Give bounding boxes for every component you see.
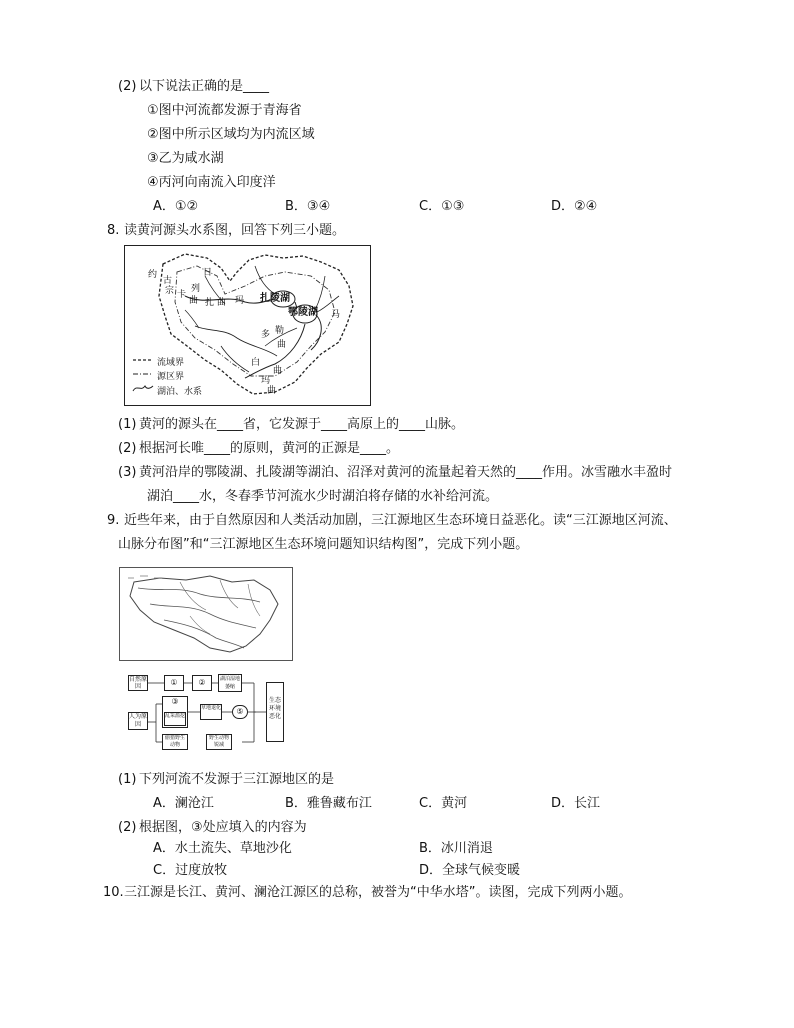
q7-option-a[interactable]: A．①② (153, 199, 199, 214)
map-label-qu-4: 曲 (273, 366, 283, 376)
map-label-duo: 多 (261, 330, 271, 340)
map-label-qu-1: 曲 (189, 296, 199, 306)
map-label-zha: 扎 (205, 298, 215, 308)
map-label-qu-5: 曲 (267, 386, 277, 396)
lake-wetland-shrink-box: 湖泊湿地萎缩 (219, 676, 240, 690)
eco-deterioration-box: 生态环境恶化 (266, 682, 284, 742)
human-cause-box: 人为原因 (129, 713, 148, 728)
blank-3-box: ③ (171, 697, 179, 706)
q7-statement-4: ④丙河向南流入印度洋 (147, 175, 276, 190)
q7-option-b[interactable]: B．③④ (285, 199, 331, 214)
q8-sub2-text: 根据河长唯____的原则，黄河的正源是____。 (139, 441, 400, 456)
q10-number: 10. (103, 885, 124, 900)
map-label-zhaling-lake: 扎陵湖 (260, 293, 290, 304)
blank-2-box: ② (192, 675, 212, 691)
map-label-ri: 日 (203, 268, 213, 278)
map-label-ma-east: 马 (331, 310, 341, 320)
natural-cause-box: 自然原因 (129, 676, 148, 690)
q8-sub2-number: (2) (118, 441, 137, 456)
q7-statement-1: ①图中河流都发源于青海省 (147, 103, 302, 118)
q10-stem: 三江源是长江、黄河、澜沧江源区的总称，被誉为“中华水塔”。读图，完成下列两小题。 (124, 885, 632, 900)
q9-sub1-option-a[interactable]: A．澜沧江 (153, 796, 214, 811)
map-label-qu-2: 曲 (217, 298, 227, 308)
map-label-ka: 卡 (177, 290, 187, 300)
q8-sub3-number: (3) (118, 465, 137, 480)
q8-sub3-continuation: 湖泊____水，冬春季节河流水少时湖泊将存储的水补给河流。 (147, 489, 499, 504)
q8-sub1-number: (1) (118, 417, 137, 432)
q7-statement-3: ③乙为咸水湖 (147, 151, 224, 166)
yellow-river-source-map (124, 245, 371, 406)
q9-stem-line1: 近些年来，由于自然原因和人类活动加剧，三江源地区生态环境日益恶化。读“三江源地区河流、 (124, 513, 677, 528)
q9-sub1-stem: 下列河流不发源于三江源地区的是 (139, 772, 335, 787)
map-label-ma-south: 玛 (261, 376, 271, 386)
map-label-gu: 古 (163, 276, 173, 286)
legend-lakes-rivers: 湖泊、水系 (157, 387, 203, 397)
q9-sub2-stem: 根据图，③处应填入的内容为 (139, 820, 307, 835)
q9-sub1-option-c[interactable]: C．黄河 (419, 796, 468, 811)
map-label-lie: 列 (191, 284, 201, 294)
three-rivers-map-drawing (120, 568, 292, 660)
blank-1-box: ① (164, 675, 184, 691)
q9-sub1-option-d[interactable]: D．长江 (551, 796, 601, 811)
grassland-degradation-box: 草地退化 (200, 704, 222, 720)
map-label-le: 勒 (275, 326, 285, 336)
q7-option-d[interactable]: D．②④ (551, 199, 598, 214)
over-digging-box: 乱采滥挖 (164, 712, 186, 726)
map-label-yue: 约 (148, 270, 158, 280)
q8-number: 8. (107, 223, 120, 238)
eco-problem-structure-diagram (126, 672, 294, 754)
q7-statement-2: ②图中所示区域均为内流区域 (147, 127, 315, 142)
q9-sub1-option-b[interactable]: B．雅鲁藏布江 (285, 796, 372, 811)
blank-5-box: ⑤ (232, 705, 248, 719)
q7-sub2-number: (2) (118, 79, 137, 94)
q9-sub2-number: (2) (118, 820, 137, 835)
q9-sub2-option-c[interactable]: C．过度放牧 (153, 863, 228, 878)
map-label-ma: 玛 (235, 296, 245, 306)
q9-sub2-option-d[interactable]: D．全球气候变暖 (419, 863, 521, 878)
map-label-eling-lake: 鄂陵湖 (288, 307, 318, 318)
map-label-zong: 宗 (165, 286, 175, 296)
wildlife-decline-box: 野生动物锐减 (206, 734, 232, 750)
q9-sub1-number: (1) (118, 772, 137, 787)
three-rivers-source-map (119, 567, 293, 661)
q9-stem-line2: 山脉分布图”和“三江源地区生态环境问题知识结构图”，完成下列小题。 (118, 537, 529, 552)
legend-basin-boundary: 流域界 (157, 358, 185, 368)
q7-option-c[interactable]: C．①③ (419, 199, 465, 214)
legend-source-boundary: 源区界 (157, 372, 185, 382)
q9-sub2-option-a[interactable]: A．水土流失、草地沙化 (153, 841, 292, 856)
map-label-bai: 白 (251, 358, 261, 368)
q8-sub3-text: 黄河沿岸的鄂陵湖、扎陵湖等湖泊、沼泽对黄河的流量起着天然的____作用。冰雪融水丰盈时 (139, 465, 673, 480)
q9-sub2-option-b[interactable]: B．冰川消退 (419, 841, 493, 856)
q8-stem: 读黄河源头水系图，回答下列三小题。 (124, 223, 346, 238)
q8-sub1-text: 黄河的源头在____省，它发源于____高原上的____山脉。 (139, 417, 465, 432)
q7-sub2-stem: 以下说法正确的是____ (139, 79, 270, 94)
q9-number: 9. (107, 513, 120, 528)
map-label-qu-3: 曲 (277, 340, 287, 350)
poaching-box: 偷猎野生动物 (162, 734, 188, 750)
